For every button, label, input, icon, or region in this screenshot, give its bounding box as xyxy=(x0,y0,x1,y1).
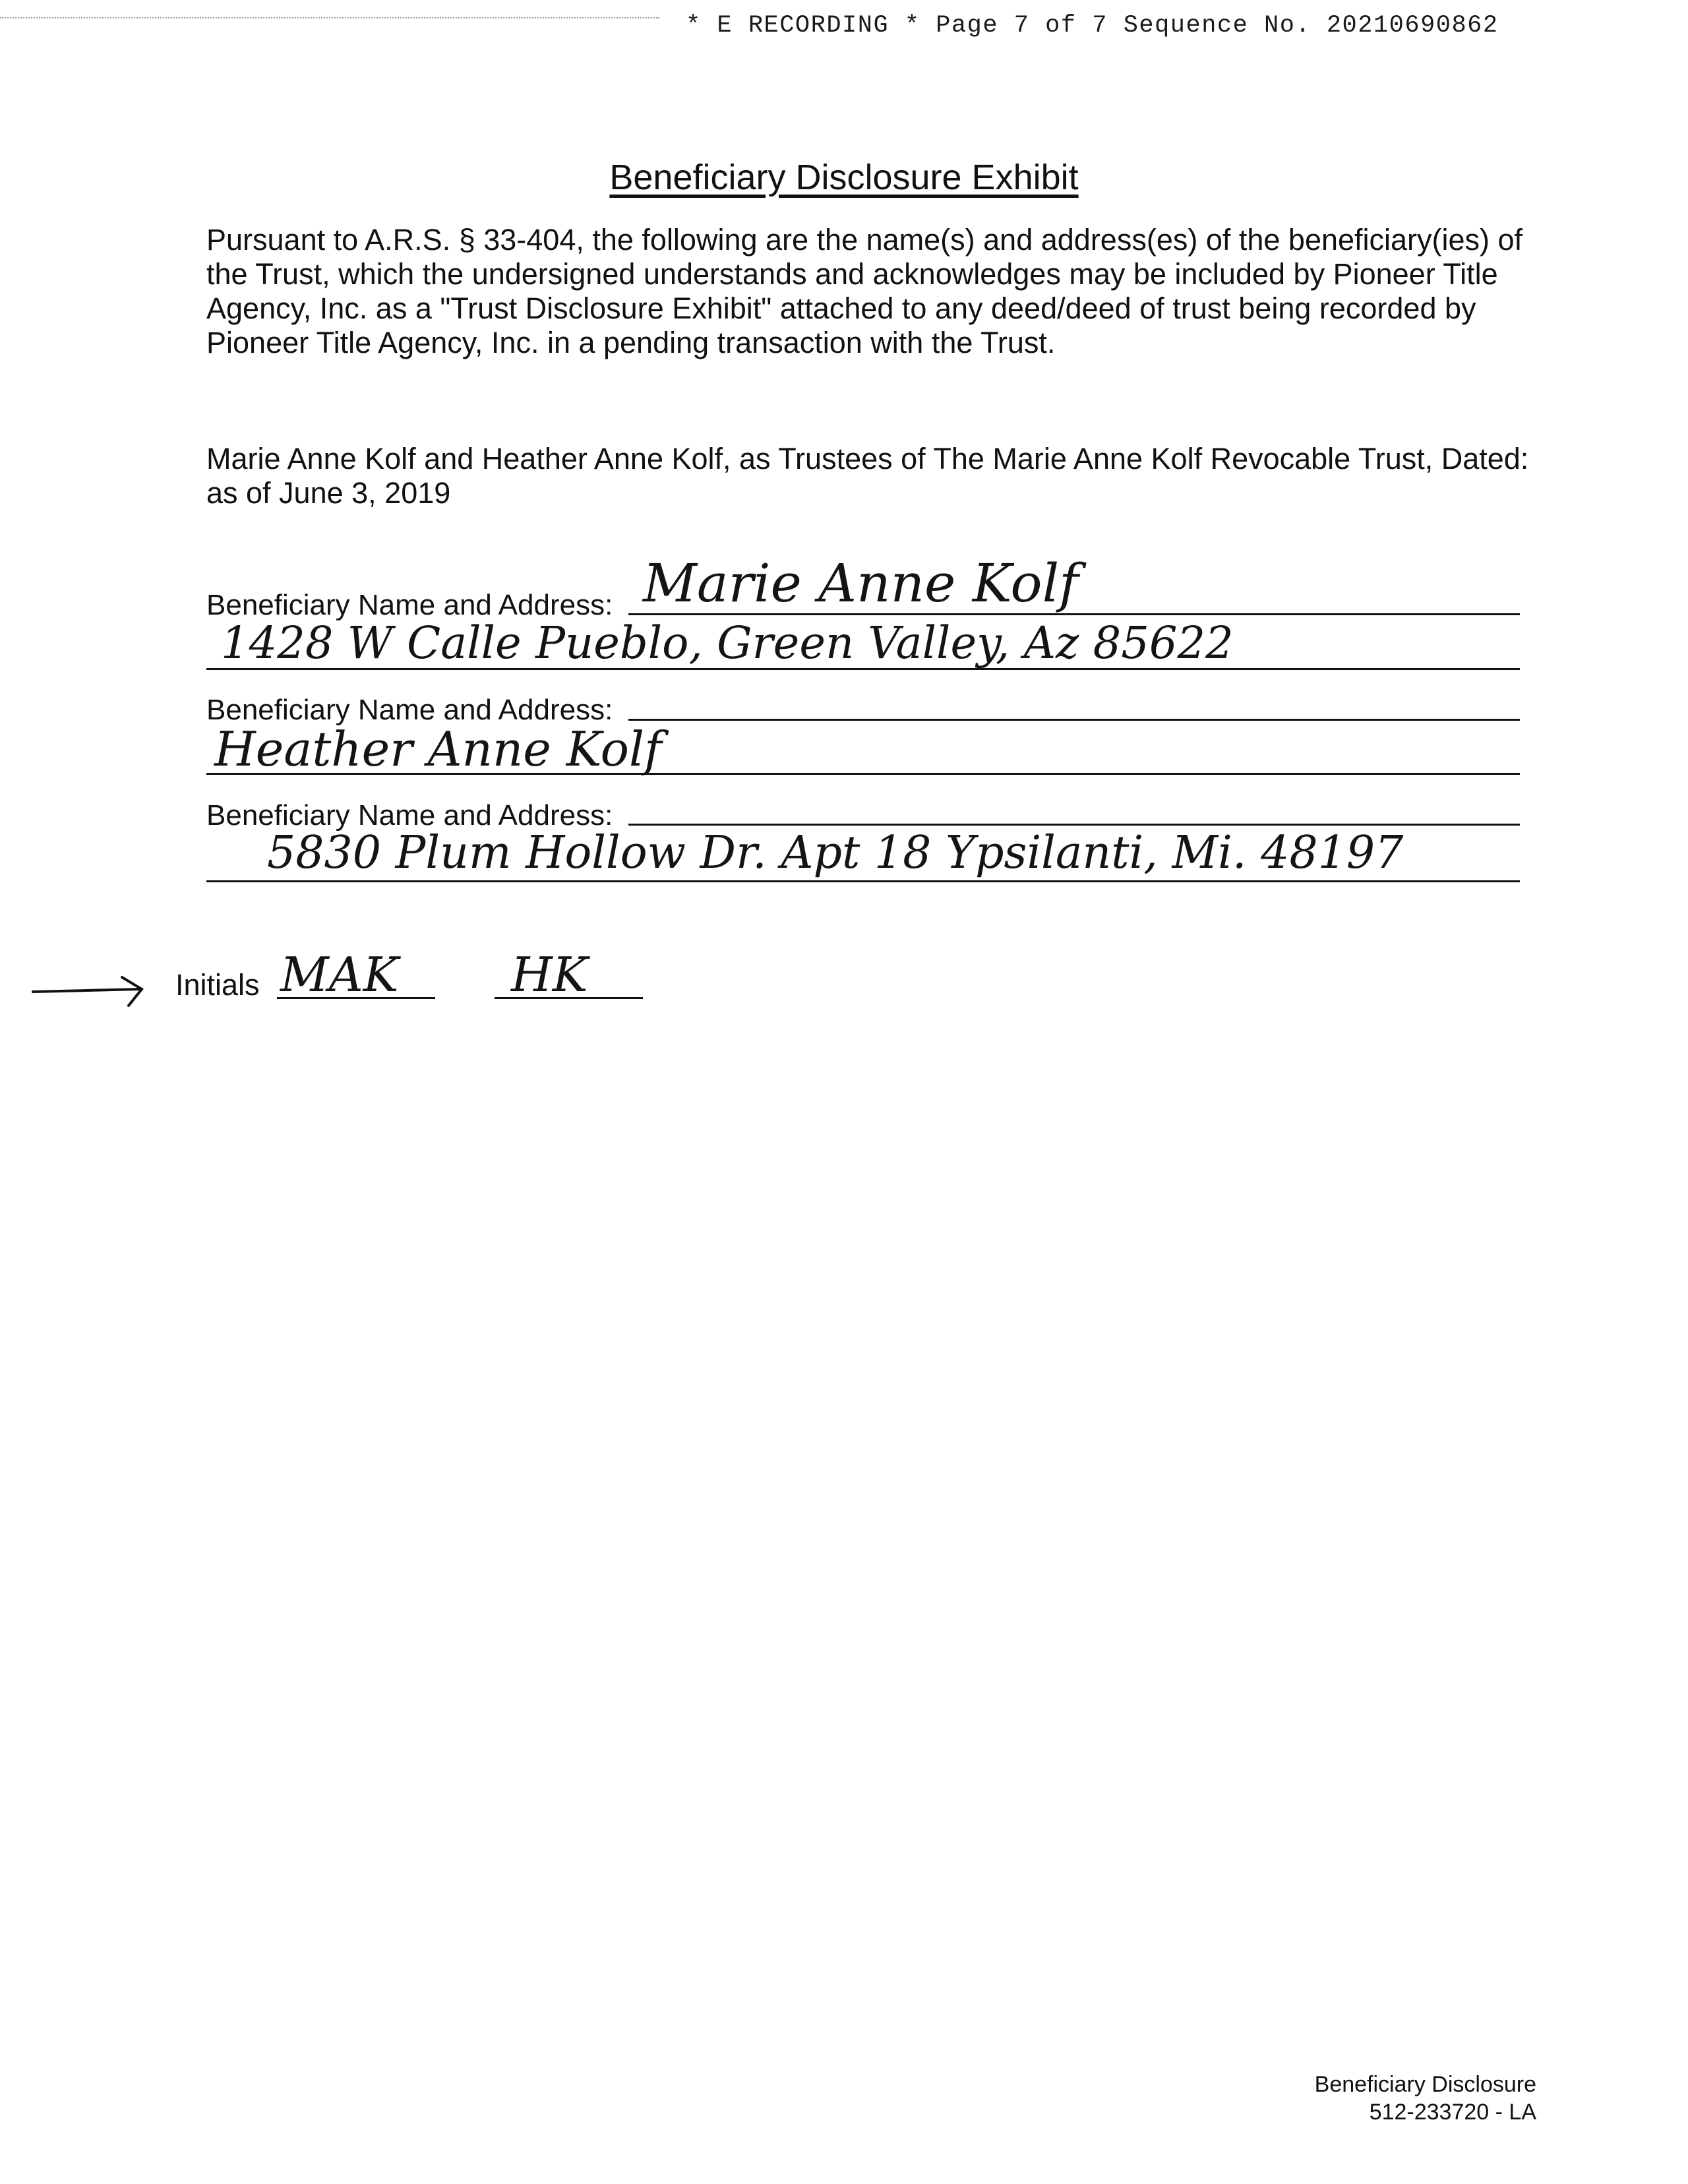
beneficiary-2-name-line xyxy=(628,719,1520,721)
page-title: Beneficiary Disclosure Exhibit xyxy=(609,158,1079,197)
beneficiary-3-name-line xyxy=(628,824,1520,826)
arrow-icon xyxy=(30,969,148,1009)
beneficiary-3-label: Beneficiary Name and Address: xyxy=(206,799,613,832)
beneficiary-1-name-handwritten: Marie Anne Kolf xyxy=(643,553,1079,614)
footer-doc-number: 512-233720 - LA xyxy=(1369,2100,1536,2125)
footer-doc-name: Beneficiary Disclosure xyxy=(1314,2072,1536,2097)
beneficiary-2-label: Beneficiary Name and Address: xyxy=(206,694,613,726)
intro-paragraph: Pursuant to A.R.S. § 33-404, the following are the name(s) and address(es) of the beneficiary(ies) of the Trust, which the undersigned understands and acknowledges may be included by Pioneer Title Agency, Inc. as a "Trust Disclosure Exhibit" attached to any deed/deed of trust being recorded by Pioneer Title Agency, Inc. in a pending transaction with the Trust. xyxy=(206,223,1523,359)
beneficiary-2-name-handwritten: Heather Anne Kolf xyxy=(214,721,662,777)
initials-second-handwritten: HK xyxy=(511,947,588,1002)
initials-first-handwritten: MAK xyxy=(280,947,399,1002)
initials-label: Initials xyxy=(175,968,260,1002)
footer xyxy=(1315,2071,1536,2126)
scan-top-edge xyxy=(0,17,659,18)
beneficiary-3-address-handwritten: 5830 Plum Hollow Dr. Apt 18 Ypsilanti, Mi. 48197 xyxy=(267,827,1404,879)
beneficiary-1-label: Beneficiary Name and Address: xyxy=(206,589,613,621)
beneficiary-1-address-handwritten: 1428 W Calle Pueblo, Green Valley, Az 85622 xyxy=(221,617,1234,669)
recording-header: * E RECORDING * Page 7 of 7 Sequence No. 20210690862 xyxy=(686,12,1499,40)
beneficiary-3-address-line xyxy=(206,880,1520,882)
trustees-statement: Marie Anne Kolf and Heather Anne Kolf, as Trustees of The Marie Anne Kolf Revocable Trust, Dated: as of June 3, 2019 xyxy=(206,442,1529,510)
